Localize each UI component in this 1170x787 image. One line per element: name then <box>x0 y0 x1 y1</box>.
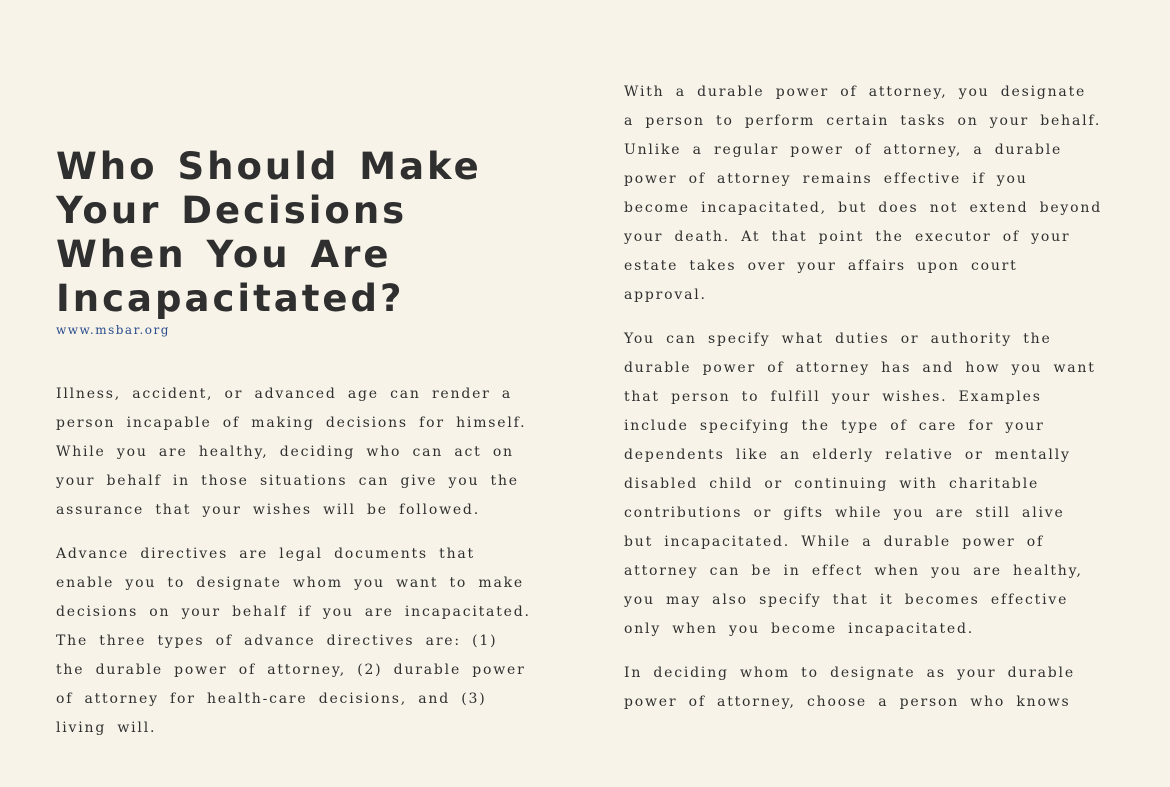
left-body <box>56 380 536 743</box>
paragraph-3: With a durable power of attorney, you designate a person to perform certain tasks on your behalf. Unlike a regular power of attorney, a durable power of attorney remains effective if you become incapacitated, but does not extend beyond your death. At that point the executor of your estate takes over your affairs upon court approval. <box>624 84 1102 303</box>
left-column <box>56 145 536 758</box>
paragraph-4: You can specify what duties or authority the durable power of attorney has and how you want that person to fulfill your wishes. Examples include specifying the type of care for your dependents like an elderly relative or mentally disabled child or continuing with charitable contributions or gifts while you are still alive but incapacitated. While a durable power of attorney can be in effect when you are healthy, you may also specify that it becomes effective only when you become incapacitated. <box>624 331 1096 637</box>
paragraph-5: In deciding whom to designate as your durable power of attorney, choose a person who knows <box>624 665 1075 710</box>
paragraph-1: Illness, accident, or advanced age can render a person incapable of making decisions for himself. While you are healthy, deciding who can act on your behalf in those situations can give you the assurance that your wishes will be followed. <box>56 386 527 518</box>
source-link[interactable]: www.msbar.org <box>56 323 170 337</box>
article-title: Who Should Make Your Decisions When You Are Incapacitated? <box>56 145 482 320</box>
right-column <box>624 78 1104 732</box>
paragraph-2: Advance directives are legal documents that enable you to designate whom you want to make decisions on your behalf if you are incapacitated. The three types of advance directives are: (1) the durable power of attorney, (2) durable power of attorney for health-care decisions, and (3) living will. <box>56 546 531 736</box>
